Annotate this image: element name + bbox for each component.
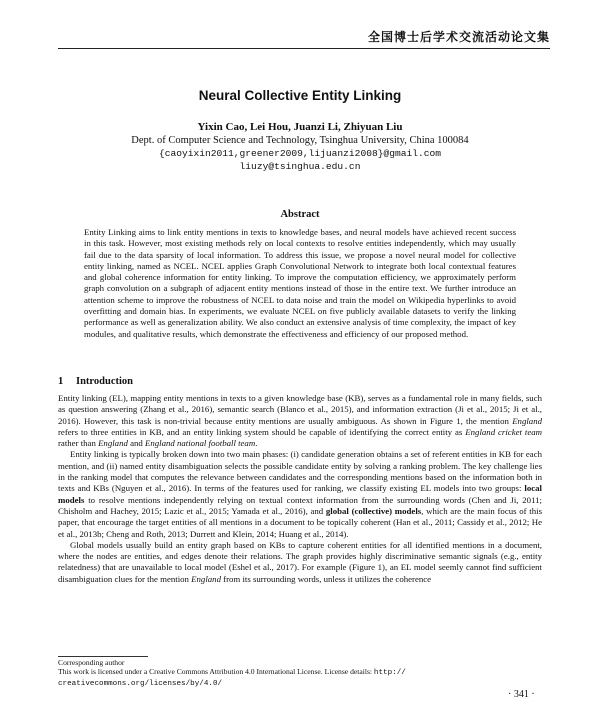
footnote-license xyxy=(58,667,542,689)
paper-affiliation: Dept. of Computer Science and Technology, Tsinghua University, China 100084 xyxy=(131,135,469,146)
text-run: Global models usually build an entity graph based on KBs to capture coherent entities for all identified mentions in a document, where the nodes are entities, and edges denote their relations. The graph provides highly discriminative semantic signals (e.g., entity relatedness) that are unavailable to local model (Eshel et al., 2017). For example (Figure 1), an EL model seemly cannot find sufficient disambiguation clues for the mention xyxy=(58,539,542,584)
bold-term: global (collective) models xyxy=(325,505,422,516)
license-url-part-1: http:// xyxy=(373,669,406,677)
text-run: from its surrounding words, unless it utilizes the coherence xyxy=(220,573,432,584)
italic-term: England xyxy=(512,415,542,426)
abstract-heading: Abstract xyxy=(280,209,320,220)
italic-term: England national football team xyxy=(144,438,256,449)
footnote-corresponding: Corresponding author xyxy=(58,658,125,667)
intro-paragraph-1 xyxy=(58,393,542,449)
section-heading-introduction xyxy=(58,376,133,387)
text-run: rather than xyxy=(58,438,99,449)
footnote-divider xyxy=(58,656,148,657)
text-run: . xyxy=(255,438,258,449)
bold-term: local models xyxy=(58,483,542,505)
intro-paragraph-3 xyxy=(58,540,542,585)
italic-term: England xyxy=(191,573,221,584)
paper-authors: Yixin Cao, Lei Hou, Juanzi Li, Zhiyuan Liu xyxy=(197,121,403,133)
text-run: refers to three entities in KB, and an entity linking system should be capable of identifying the correct entity as xyxy=(58,426,466,437)
journal-name: 全国博士后学术交流活动论文集 xyxy=(367,30,550,44)
page-number: · 341 · xyxy=(508,689,535,700)
italic-term: England xyxy=(98,438,128,449)
author-email-secondary: liuzy@tsinghua.edu.cn xyxy=(239,161,361,172)
running-header xyxy=(58,28,550,49)
text-run: Entity linking is typically broken down into two main phases: (i) candidate generation obtains a set of referent entities in KB for each mention, and (ii) named entity disambiguation selects the possible candidate entity by solving a ranking problem. The key challenge lies in the ranking model that computes the relevance between candidates and the corresponding mentions based on the information both in texts and KBs (Nguyen et al., 2016). In terms of the features used for ranking, we classify existing EL models into two groups: xyxy=(58,449,542,494)
author-emails: {caoyixin2011,greener2009,lijuanzi2008}@gmail.com xyxy=(158,148,442,159)
text-run: Entity linking (EL), mapping entity mentions in texts to a given knowledge base (KB), serves as a fundamental role in many fields, such as question answering (Zhang et al., 2016), semantic search (Blanco et al., 2015), and information extraction (Ji et al., 2015; Ji et al., 2016). However, this task is non-trivial because entity mentions are usually ambiguous. As shown in Figure 1, the mention xyxy=(58,393,542,426)
section-title: Introduction xyxy=(76,376,133,387)
text-run: and xyxy=(127,438,145,449)
license-url-part-2: creativecommons.org/licenses/by/4.0/ xyxy=(58,680,223,688)
section-number: 1 xyxy=(58,376,64,387)
abstract-text: Entity Linking aims to link entity mentions in texts to knowledge bases, and neural models have achieved recent success in this task. However, most existing methods rely on local contexts to resolve entities independently, which may usually fail due to the data sparsity of local information. To address this issue, we propose a novel neural model for collective entity linking, named as NCEL. NCEL applies Graph Convolutional Network to integrate both local contextual features and global coherence information for entity linking. To improve the computation efficiency, we approximately perform graph convolution on a subgraph of adjacent entity mentions instead of those in the entire text. We further introduce an attention scheme to improve the robustness of NCEL to data noise and train the model on Wikipedia hyperlinks to avoid overfitting and domain bias. In experiments, we evaluate NCEL on five publicly available datasets to verify the linking performance as well as generalization ability. We also conduct an extensive analysis of time complexity, the impact of key modules, and qualitative results, which demonstrate the effectiveness and efficiency of our proposed method. xyxy=(84,227,516,339)
footnotes xyxy=(58,658,542,689)
intro-paragraph-2 xyxy=(58,449,542,539)
paper-title: Neural Collective Entity Linking xyxy=(198,88,402,103)
license-text: This work is licensed under a Creative Commons Attribution 4.0 International License. License details: xyxy=(58,667,374,676)
text-run: , which are the main focus of this paper, that encourage the target entities of all mentions in a document to be topically coherent (Han et al., 2011; Cassidy et al., 2012; He et al., 2013b; Cheng and Roth, 2013; Durrett and Klein, 2014; Huang et al., 2014). xyxy=(58,505,542,539)
text-run: to resolve mentions independently relying on textual context information from the surrounding words (Chen and Ji, 2011; Chisholm and Hachey, 2015; Lazic et al., 2015; Yamada et al., 2016), and xyxy=(58,494,542,516)
italic-term: England cricket team xyxy=(465,426,542,437)
introduction-body xyxy=(58,393,542,585)
